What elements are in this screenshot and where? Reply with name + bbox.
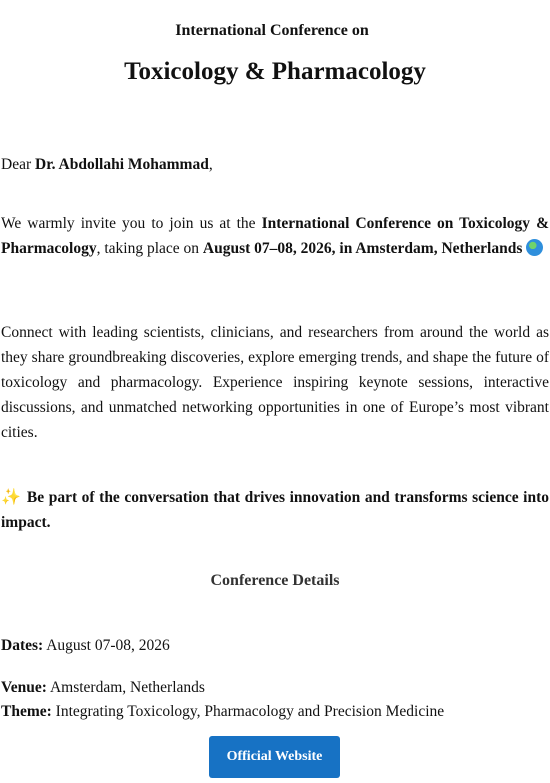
globe-icon: [526, 239, 543, 256]
dates-label: Dates:: [1, 637, 44, 654]
details-heading: Conference Details: [210, 572, 340, 589]
conference-supertitle: International Conference on: [175, 22, 369, 39]
theme-value: Integrating Toxicology, Pharmacology and Precision Medicine: [51, 703, 445, 720]
invite-text-2: , taking place on: [96, 240, 203, 257]
dates-value: August 07-08, 2026: [43, 637, 170, 654]
invite-conference-name: International Conference on Toxicology & Pharmacology: [1, 215, 549, 257]
invite-text-1: We warmly invite you to join us at the: [1, 215, 262, 232]
greeting-suffix: ,: [208, 156, 213, 173]
theme-label: Theme:: [1, 703, 52, 720]
call-to-action: [1, 485, 549, 535]
venue-label: Venue:: [1, 679, 47, 696]
official-website-button[interactable]: Official Website: [209, 736, 340, 778]
call-to-action-text: Be part of the conversation that drives innovation and transforms science into impact.: [1, 489, 549, 531]
detail-venue: [1, 678, 205, 698]
recipient-name: Dr. Abdollahi Mohammad: [35, 156, 209, 173]
invite-date-location: August 07–08, 2026, in Amsterdam, Netherlands: [202, 240, 523, 257]
sparkles-icon: ✨: [1, 489, 21, 506]
detail-theme: [1, 702, 444, 722]
venue-value: Amsterdam, Netherlands: [46, 679, 205, 696]
greeting: [1, 152, 549, 177]
description-paragraph: Connect with leading scientists, clinicians, and researchers from around the world as they share groundbreaking discoveries, explore emerging trends, and shape the future of toxicology and pharmacology. Experience inspiring keynote sessions, interactive discussions, and unmatched networking opportunities in one of Europe’s most vibrant cities.: [1, 324, 549, 441]
invitation-paragraph: [1, 211, 549, 261]
detail-dates: [1, 636, 170, 656]
greeting-prefix: Dear: [1, 156, 35, 173]
conference-title: Toxicology & Pharmacology: [124, 58, 426, 85]
